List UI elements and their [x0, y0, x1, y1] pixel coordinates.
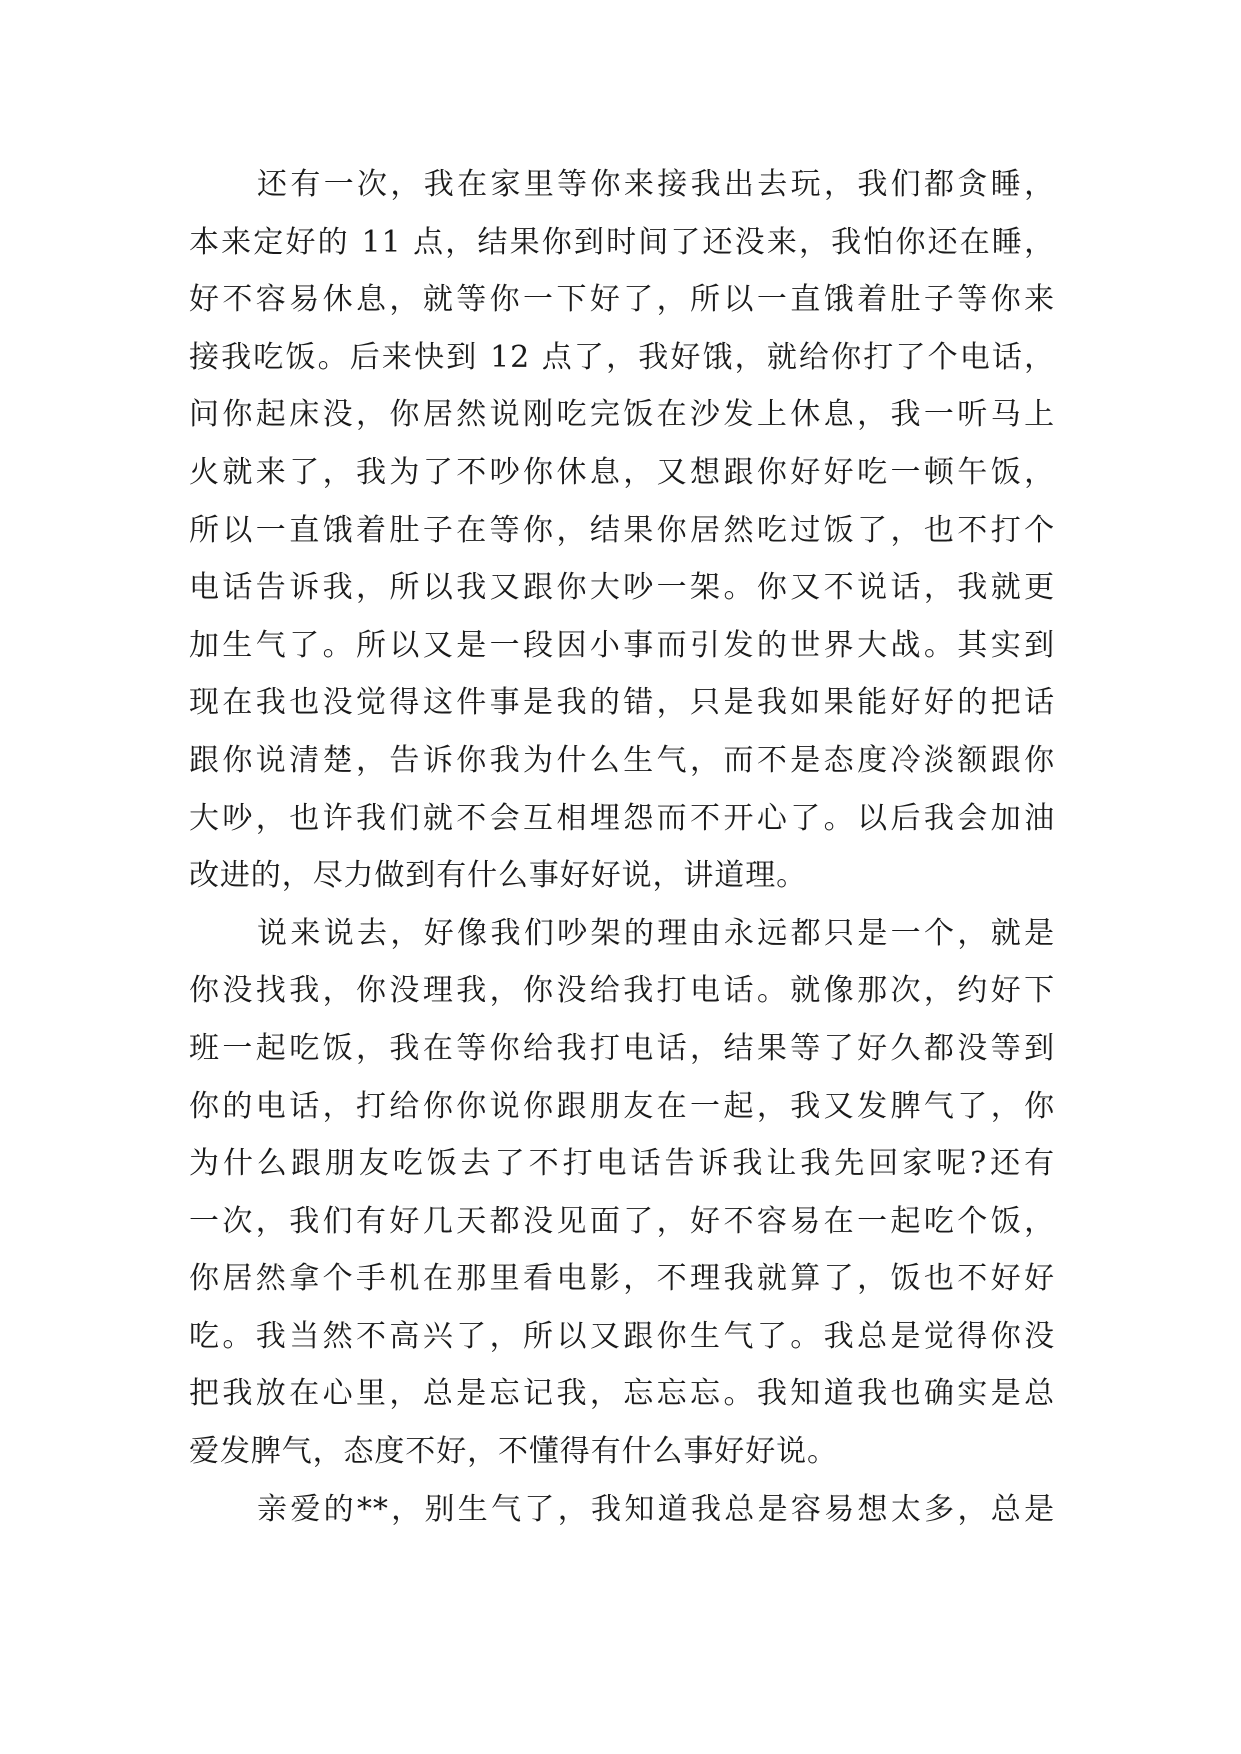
- text-line: 班一起吃饭，我在等你给我打电话，结果等了好久都没等到: [189, 1030, 1055, 1066]
- paragraph: [189, 905, 1055, 1481]
- text-line: 加生气了。所以又是一段因小事而引发的世界大战。其实到: [189, 627, 1055, 663]
- text-line: 火就来了，我为了不吵你休息，又想跟你好好吃一顿午饭，: [189, 454, 1055, 490]
- text-line: 好不容易休息，就等你一下好了，所以一直饿着肚子等你来: [189, 282, 1055, 318]
- text-line: 把我放在心里，总是忘记我，忘忘忘。我知道我也确实是总: [189, 1376, 1055, 1412]
- text-line: 一次，我们有好几天都没见面了，好不容易在一起吃个饭，: [189, 1203, 1055, 1239]
- document-body: [189, 156, 1055, 1538]
- text-line: 接我吃饭。后来快到 12 点了，我好饿，就给你打了个电话，: [189, 339, 1055, 375]
- text-line: 亲爱的**，别生气了，我知道我总是容易想太多，总是: [257, 1491, 1055, 1527]
- text-line: 爱发脾气，态度不好，不懂得有什么事好好说。: [189, 1434, 838, 1470]
- text-line: 你的电话，打给你你说你跟朋友在一起，我又发脾气了，你: [189, 1088, 1055, 1124]
- text-line: 现在我也没觉得这件事是我的错，只是我如果能好好的把话: [189, 685, 1055, 721]
- text-line: 改进的，尽力做到有什么事好好说，讲道理。: [189, 858, 807, 894]
- text-line: 吃。我当然不高兴了，所以又跟你生气了。我总是觉得你没: [189, 1318, 1055, 1354]
- paragraph: [189, 1481, 1055, 1539]
- text-line: 说来说去，好像我们吵架的理由永远都只是一个，就是: [257, 915, 1055, 951]
- text-line: 跟你说清楚，告诉你我为什么生气，而不是态度冷淡额跟你: [189, 742, 1055, 778]
- text-line: 为什么跟朋友吃饭去了不打电话告诉我让我先回家呢?还有: [189, 1146, 1055, 1182]
- text-line: 问你起床没，你居然说刚吃完饭在沙发上休息，我一听马上: [189, 397, 1055, 433]
- text-line: 还有一次，我在家里等你来接我出去玩，我们都贪睡，: [257, 167, 1055, 202]
- text-line: 本来定好的 11 点，结果你到时间了还没来，我怕你还在睡，: [189, 224, 1055, 260]
- text-line: 你居然拿个手机在那里看电影，不理我就算了，饭也不好好: [189, 1261, 1055, 1297]
- text-line: 你没找我，你没理我，你没给我打电话。就像那次，约好下: [189, 973, 1055, 1009]
- text-line: 所以一直饿着肚子在等你，结果你居然吃过饭了，也不打个: [189, 512, 1055, 548]
- text-line: 电话告诉我，所以我又跟你大吵一架。你又不说话，我就更: [189, 570, 1055, 606]
- text-line: 大吵，也许我们就不会互相埋怨而不开心了。以后我会加油: [189, 800, 1055, 836]
- paragraph: [189, 156, 1055, 905]
